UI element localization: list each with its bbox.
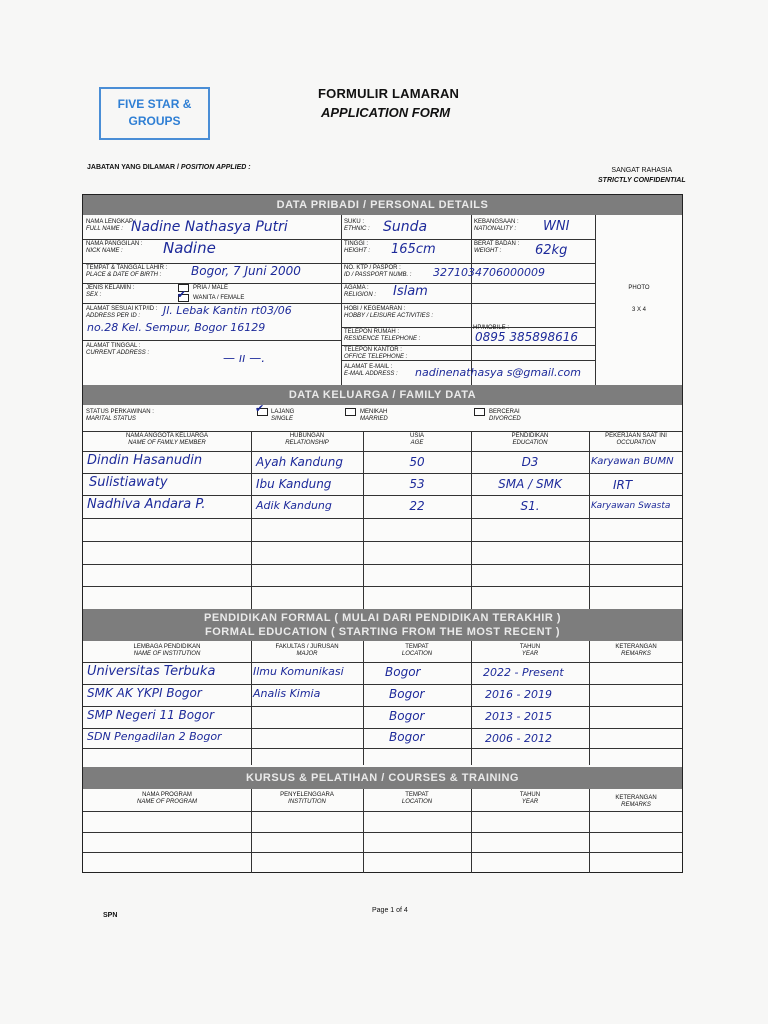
- sex-label-en: SEX :: [86, 292, 102, 298]
- education-header-remarks: [589, 644, 683, 658]
- religion-label-en: RELIGION :: [344, 292, 377, 298]
- education-header-location-en: LOCATION: [401, 651, 433, 657]
- birth-label-id: TEMPAT & TANGGAL LAHIR :: [86, 265, 168, 271]
- family-header-name-en: NAME OF FAMILY MEMBER: [128, 440, 206, 446]
- family-row-occupation[interactable]: Karyawan Swasta: [591, 501, 671, 511]
- ethnic-label-en: ETHNIC :: [344, 226, 370, 232]
- family-row-education[interactable]: D3: [521, 455, 539, 469]
- ktp-address-label: [86, 306, 157, 320]
- family-header-occupation-en: OCCUPATION: [616, 440, 656, 446]
- female-label: WANITA / FEMALE: [193, 295, 245, 301]
- confidential-id: SANGAT RAHASIA: [611, 167, 673, 174]
- full-name-label-id: NAMA LENGKAP :: [86, 219, 137, 225]
- weight-label-id: BERAT BADAN :: [474, 241, 520, 247]
- family-row-education[interactable]: SMA / SMK: [498, 477, 562, 491]
- education-header-institution-en: NAME OF INSTITUTION: [133, 651, 201, 657]
- divorced-label-en: DIVORCED: [489, 416, 521, 422]
- height-label-id: TINGGI :: [344, 241, 368, 247]
- position-applied-en: POSITION APPLIED :: [180, 164, 251, 171]
- courses-header-remarks-id: KETERANGAN: [615, 795, 657, 801]
- education-header-location: [363, 644, 471, 658]
- education-row-location[interactable]: Bogor: [389, 687, 425, 701]
- family-row-name[interactable]: Nadhiva Andara P.: [87, 497, 206, 512]
- ktp-number-label: [344, 265, 411, 279]
- birth-value[interactable]: Bogor, 7 Juni 2000: [191, 264, 301, 278]
- single-check-icon: ✔: [255, 402, 265, 415]
- married-checkbox[interactable]: [345, 408, 356, 416]
- logo-line-1: FIVE STAR &: [117, 97, 192, 111]
- courses-header-program-en: NAME OF PROGRAM: [137, 799, 197, 805]
- divorced-label-id: BERCERAI: [489, 409, 520, 415]
- hobby-label-en: HOBBY / LEISURE ACTIVITIES :: [344, 313, 434, 319]
- education-row-location[interactable]: Bogor: [389, 730, 425, 744]
- family-row-relationship[interactable]: Adik Kandung: [256, 499, 332, 512]
- courses-band: KURSUS & PELATIHAN / COURSES & TRAINING: [83, 767, 682, 789]
- email-label: [344, 364, 398, 378]
- family-header-name-id: NAMA ANGGOTA KELUARGA: [126, 433, 208, 439]
- married-label-id: MENIKAH: [360, 409, 388, 415]
- mobile-value[interactable]: 0895 385898616: [475, 330, 579, 344]
- current-address-label-en: CURRENT ADDRESS :: [86, 350, 150, 356]
- family-header-name: [83, 433, 251, 447]
- courses-header-program: [83, 792, 251, 806]
- birth-label: [86, 265, 167, 279]
- education-band-line2: FORMAL EDUCATION ( STARTING FROM THE MOST RECENT ): [205, 626, 560, 638]
- ktp-address-label-en: ADDRESS PER ID :: [86, 313, 141, 319]
- education-header-major: [251, 644, 363, 658]
- religion-value[interactable]: Islam: [393, 284, 428, 299]
- ktp-number-label-id: NO. KTP / PASPOR :: [344, 265, 401, 271]
- family-row-age[interactable]: 22: [409, 499, 425, 513]
- current-address-value[interactable]: — ıı —.: [223, 351, 266, 365]
- nationality-label: [474, 219, 519, 233]
- family-header-age: [363, 433, 471, 447]
- nationality-value[interactable]: WNI: [543, 219, 570, 234]
- family-header-relationship: [251, 433, 363, 447]
- education-row-location[interactable]: Bogor: [389, 709, 425, 723]
- ktp-address-label-id: ALAMAT SESUAI KTP/ID :: [86, 306, 158, 312]
- education-row-year[interactable]: 2013 - 2015: [485, 710, 552, 723]
- marital-status-label: [86, 409, 154, 423]
- height-value[interactable]: 165cm: [391, 242, 436, 257]
- courses-header-institution-id: PENYELENGGARA: [280, 792, 334, 798]
- confidential-note: [598, 166, 686, 186]
- family-row-age[interactable]: 53: [409, 477, 425, 491]
- email-label-en: E-MAIL ADDRESS :: [344, 371, 398, 377]
- religion-label: [344, 285, 376, 299]
- family-band: DATA KELUARGA / FAMILY DATA: [83, 385, 682, 405]
- ktp-address-line2[interactable]: no.28 Kel. Sempur, Bogor 16129: [87, 321, 266, 334]
- education-row-year[interactable]: 2022 - Present: [483, 666, 564, 679]
- ktp-number-value[interactable]: 3271034706000009: [433, 266, 545, 279]
- family-header-relationship-en: RELATIONSHIP: [285, 440, 329, 446]
- home-phone-label-en: RESIDENCE TELEPHONE :: [344, 336, 421, 342]
- family-header-education: [471, 433, 589, 447]
- education-header-major-id: FAKULTAS / JURUSAN: [275, 644, 339, 650]
- married-label-en: MARRIED: [360, 416, 388, 422]
- education-header-remarks-id: KETERANGAN: [615, 644, 657, 650]
- education-row-year[interactable]: 2006 - 2012: [485, 732, 552, 745]
- family-row-relationship[interactable]: Ayah Kandung: [256, 455, 343, 469]
- education-row-major[interactable]: Analis Kimia: [253, 687, 321, 700]
- height-label-en: HEIGHT :: [344, 248, 371, 254]
- education-header-remarks-en: REMARKS: [621, 651, 651, 657]
- marital-status-label-id: STATUS PERKAWINAN :: [86, 409, 154, 415]
- education-header-year-id: TAHUN: [519, 644, 541, 650]
- family-row-education[interactable]: S1.: [520, 499, 540, 513]
- full-name-label-en: FULL NAME :: [86, 226, 123, 232]
- nationality-label-en: NATIONALITY :: [474, 226, 517, 232]
- education-header-institution: [83, 644, 251, 658]
- education-band-line1: PENDIDIKAN FORMAL ( MULAI DARI PENDIDIKAN TERAKHIR ): [203, 612, 561, 624]
- education-header-major-en: MAJOR: [296, 651, 318, 657]
- nick-name-label: [86, 241, 143, 255]
- nick-name-label-en: NICK NAME :: [86, 248, 123, 254]
- married-label: [360, 409, 388, 423]
- courses-header-remarks-en: REMARKS: [621, 802, 651, 808]
- family-header-education-en: EDUCATION: [512, 440, 548, 446]
- office-phone-label-en: OFFICE TELEPHONE :: [344, 354, 408, 360]
- education-row-institution[interactable]: Universitas Terbuka: [87, 664, 216, 679]
- education-row-year[interactable]: 2016 - 2019: [485, 688, 552, 701]
- marital-status-label-en: MARITAL STATUS: [86, 416, 136, 422]
- courses-header-year: [471, 792, 589, 806]
- courses-header-year-id: TAHUN: [519, 792, 541, 798]
- family-row-relationship[interactable]: Ibu Kandung: [256, 477, 332, 491]
- nationality-label-id: KEBANGSAAN :: [474, 219, 519, 225]
- divorced-label: [489, 409, 521, 423]
- family-header-occupation: [589, 433, 683, 447]
- single-label-id: LAJANG: [271, 409, 295, 415]
- office-phone-label: [344, 347, 407, 361]
- form-subtitle: APPLICATION FORM: [321, 105, 451, 120]
- height-label: [344, 241, 370, 255]
- courses-header-institution-en: INSTITUTION: [288, 799, 326, 805]
- full-name-label: [86, 219, 136, 233]
- family-header-relationship-id: HUBUNGAN: [289, 433, 325, 439]
- education-row-location[interactable]: Bogor: [385, 665, 421, 679]
- courses-header-year-en: YEAR: [521, 799, 539, 805]
- family-header-education-id: PENDIDIKAN: [511, 433, 549, 439]
- divorced-checkbox[interactable]: [474, 408, 485, 416]
- position-applied-label: [87, 164, 251, 171]
- courses-header-location-en: LOCATION: [401, 799, 433, 805]
- confidential-en: STRICTLY CONFIDENTIAL: [598, 177, 686, 184]
- position-applied-id: JABATAN YANG DILAMAR /: [87, 164, 181, 171]
- application-sheet: [82, 194, 683, 873]
- nick-name-value[interactable]: Nadine: [163, 239, 216, 257]
- hobby-label: [344, 306, 433, 320]
- home-phone-label: [344, 329, 420, 343]
- ktp-address-line1[interactable]: Jl. Lebak Kantin rt03/06: [163, 304, 292, 317]
- education-band: [83, 609, 682, 641]
- weight-label-en: WEIGHT :: [474, 248, 502, 254]
- education-row-institution[interactable]: SDN Pengadilan 2 Bogor: [87, 730, 222, 743]
- courses-header-program-id: NAMA PROGRAM: [142, 792, 192, 798]
- courses-header-location-id: TEMPAT: [405, 792, 429, 798]
- weight-label: [474, 241, 519, 255]
- male-label: PRIA / MALE: [193, 285, 229, 291]
- full-name-value[interactable]: Nadine Nathasya Putri: [131, 219, 288, 235]
- photo-size: 3 X 4: [631, 307, 646, 313]
- education-header-institution-id: LEMBAGA PENDIDIKAN: [133, 644, 201, 650]
- courses-header-institution: [251, 792, 363, 806]
- form-title: FORMULIR LAMARAN: [318, 86, 460, 101]
- family-header-occupation-id: PEKERJAAN SAAT INI: [605, 433, 667, 439]
- ethnic-label: [344, 219, 370, 233]
- hobby-label-id: HOBI / KEGEMARAN :: [344, 306, 406, 312]
- logo-line-2: GROUPS: [128, 114, 181, 128]
- family-row-occupation[interactable]: IRT: [613, 478, 633, 492]
- education-header-year-en: YEAR: [521, 651, 539, 657]
- home-phone-label-id: TELEPON RUMAH :: [344, 329, 400, 335]
- birth-label-en: PLACE & DATE OF BIRTH :: [86, 272, 162, 278]
- courses-header-location: [363, 792, 471, 806]
- family-row-name[interactable]: Dindin Hasanudin: [87, 453, 203, 468]
- courses-header-remarks: [589, 795, 683, 809]
- family-row-name[interactable]: Sulistiawaty: [89, 475, 168, 490]
- personal-band: DATA PRIBADI / PERSONAL DETAILS: [83, 195, 682, 215]
- ktp-number-label-en: ID / PASSPORT NUMB. :: [344, 272, 412, 278]
- education-header-year: [471, 644, 589, 658]
- education-header-location-id: TEMPAT: [405, 644, 429, 650]
- single-label: [271, 409, 294, 423]
- nick-name-label-id: NAMA PANGGILAN :: [86, 241, 143, 247]
- ethnic-label-id: SUKU :: [344, 219, 365, 225]
- family-row-age[interactable]: 50: [409, 455, 425, 469]
- sex-label-id: JENIS KELAMIN :: [86, 285, 135, 291]
- weight-value[interactable]: 62kg: [535, 243, 568, 258]
- ethnic-value[interactable]: Sunda: [383, 219, 428, 235]
- current-address-label-id: ALAMAT TINGGAL :: [86, 343, 141, 349]
- education-row-major[interactable]: Ilmu Komunikasi: [253, 665, 344, 678]
- sex-label: [86, 285, 134, 299]
- email-value[interactable]: nadinenathasya s@gmail.com: [415, 366, 581, 379]
- single-label-en: SINGLE: [271, 416, 294, 422]
- religion-label-id: AGAMA :: [344, 285, 369, 291]
- email-label-id: ALAMAT E-MAIL :: [344, 364, 393, 370]
- page-number: Page 1 of 4: [372, 907, 408, 914]
- company-logo: [99, 87, 210, 140]
- photo-label: PHOTO: [628, 285, 650, 291]
- family-header-age-id: USIA: [409, 433, 424, 439]
- family-row-occupation[interactable]: Karyawan BUMN: [591, 456, 674, 467]
- education-row-institution[interactable]: SMP Negeri 11 Bogor: [87, 708, 215, 722]
- education-row-institution[interactable]: SMK AK YKPI Bogor: [87, 686, 202, 700]
- female-check-icon: ✔: [177, 288, 187, 301]
- mobile-label: HP/MOBILE :: [473, 325, 510, 331]
- footer-code: SPN: [103, 912, 118, 919]
- family-header-age-en: AGE: [410, 440, 424, 446]
- current-address-label: [86, 343, 149, 357]
- office-phone-label-id: TELEPON KANTOR :: [344, 347, 402, 353]
